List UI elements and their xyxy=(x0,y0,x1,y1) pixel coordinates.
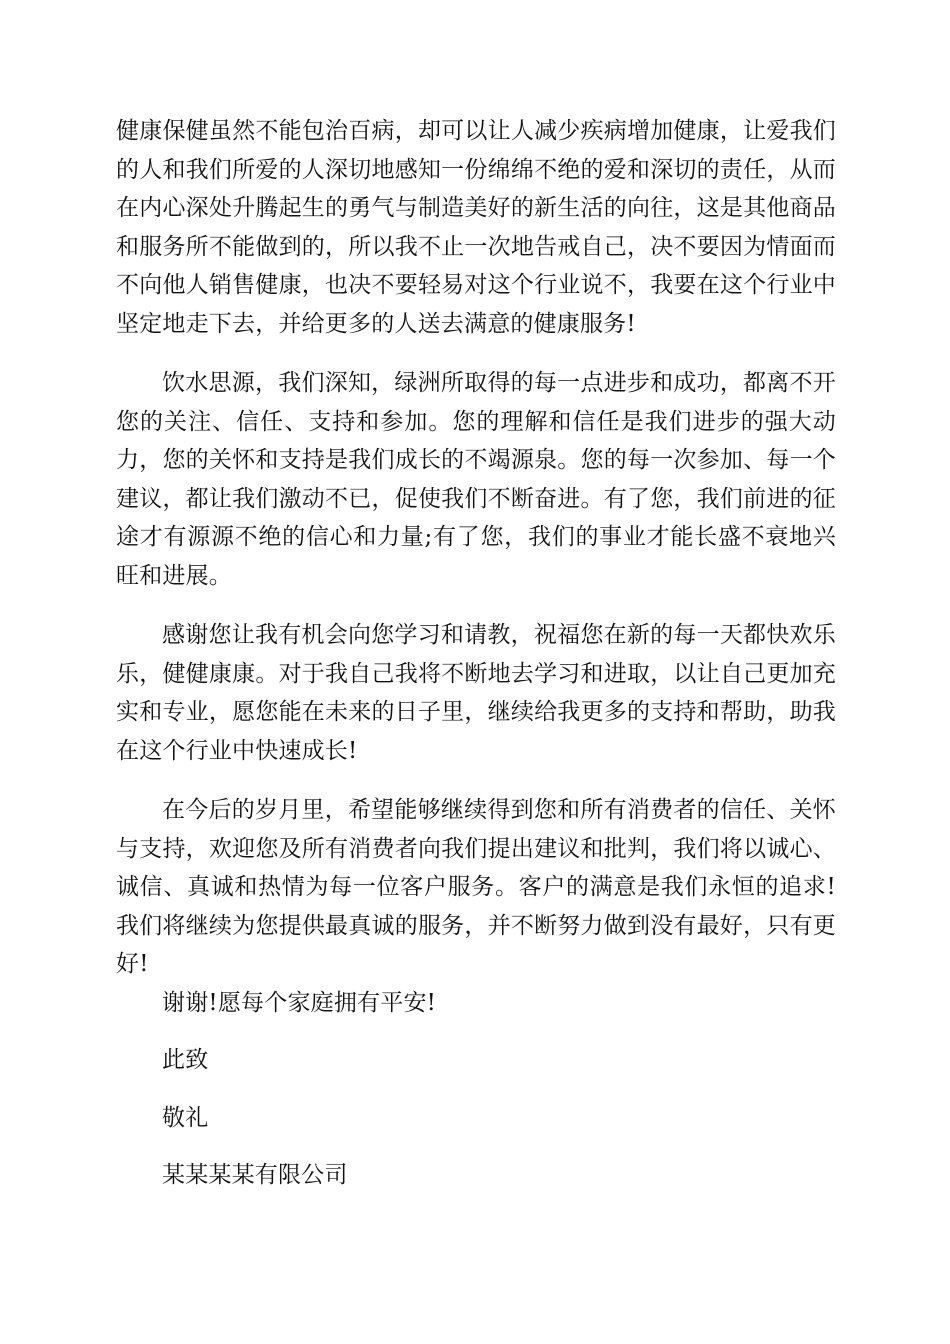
closing-thanks: 谢谢!愿每个家庭拥有平安! xyxy=(162,989,437,1016)
paragraph-gratitude-source: 饮水思源，我们深知，绿洲所取得的每一点进步和成功，都离不开您的关注、信任、支持和参加。您的理解和信任是我们进步的强大动力，您的关怀和支持是我们成长的不竭源泉。您的每一次参加、每一个建议，都让我们激动不已，促使我们不断奋进。有了您，我们前进的征途才有源源不绝的信心和力量;有了您，我们的事业才能长盛不衰地兴旺和进展。 xyxy=(116,370,836,589)
closing-salutation-jingli: 敬礼 xyxy=(162,1104,209,1131)
document-body xyxy=(116,112,836,1195)
paragraph-health-care: 健康保健虽然不能包治百病，却可以让人减少疾病增加健康，让爱我们的人和我们所爱的人深切地感知一份绵绵不绝的爱和深切的责任，从而在内心深处升腾起生的勇气与制造美好的新生活的向往，这是其他商品和服务所不能做到的，所以我不止一次地告戒自己，决不要因为情面而不向他人销售健康，也决不要轻易对这个行业说不，我要在这个行业中坚定地走下去，并给更多的人送去满意的健康服务! xyxy=(116,118,836,337)
signature-company: 某某某某有限公司 xyxy=(162,1162,348,1188)
paragraph-thanks-learning: 感谢您让我有机会向您学习和请教，祝福您在新的每一天都快欢乐乐，健健康康。对于我自己我将不断地去学习和进取，以让自己更加充实和专业，愿您能在未来的日子里，继续给我更多的支持和帮助，助我在这个行业中快速成长! xyxy=(116,622,836,764)
paragraph-future-support: 在今后的岁月里，希望能够继续得到您和所有消费者的信任、关怀与支持，欢迎您及所有消费者向我们提出建议和批判，我们将以诚心、诚信、真诚和热情为每一位客户服务。客户的满意是我们永恒的追求!我们将继续为您提供最真诚的服务，并不断努力做到没有最好，只有更好! xyxy=(116,797,836,977)
closing-salutation-cizhi: 此致 xyxy=(162,1047,209,1073)
